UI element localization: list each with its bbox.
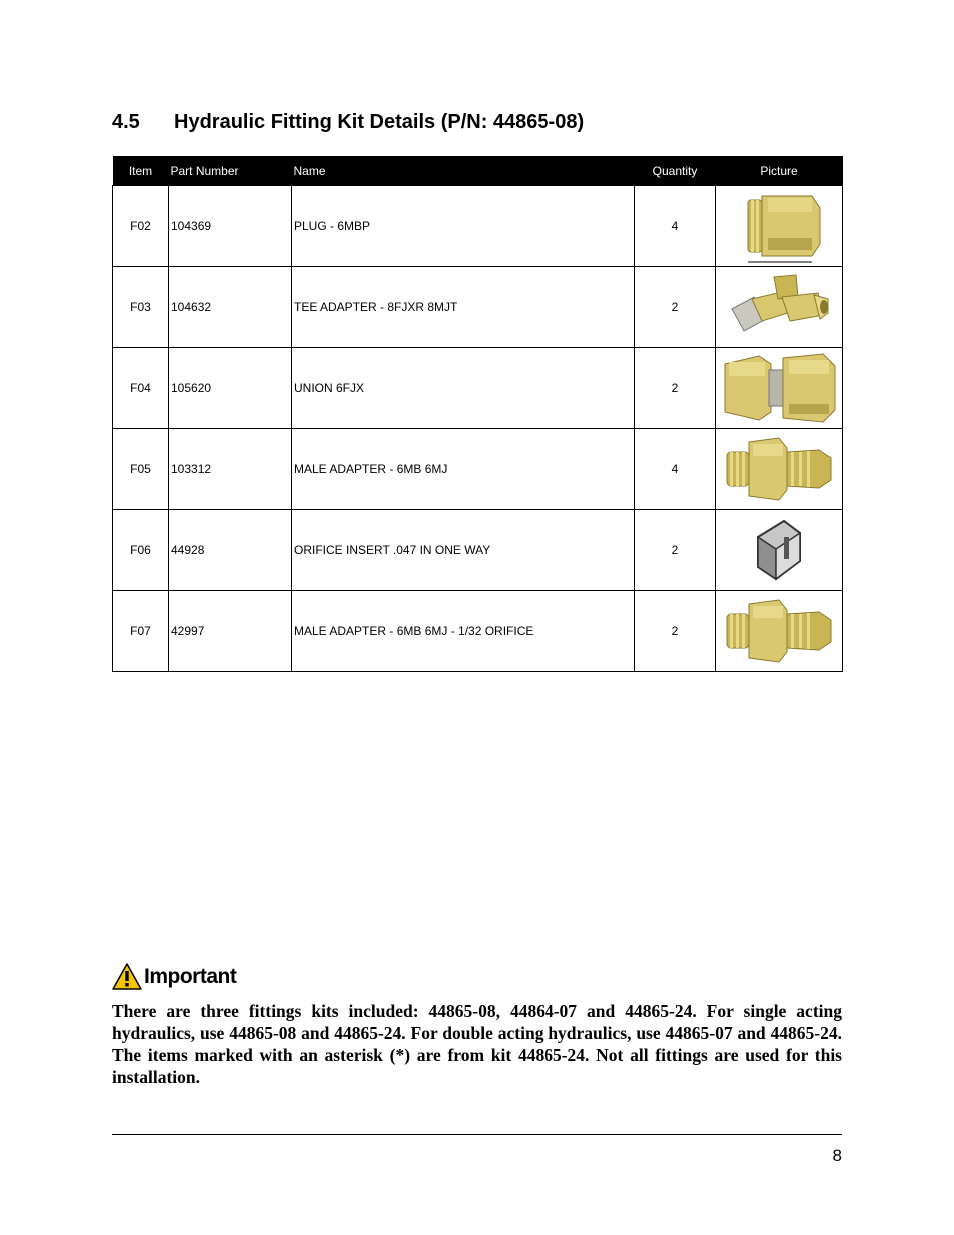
cell-name: ORIFICE INSERT .047 IN ONE WAY <box>292 510 635 591</box>
male-adapter-icon <box>721 434 837 504</box>
cell-part-number: 103312 <box>169 429 292 510</box>
cell-item: F04 <box>113 348 169 429</box>
cell-name: MALE ADAPTER - 6MB 6MJ - 1/32 ORIFICE <box>292 591 635 672</box>
cell-name: UNION 6FJX <box>292 348 635 429</box>
cell-picture <box>716 267 843 348</box>
plug-fitting-icon <box>734 188 824 264</box>
union-fitting-icon <box>719 350 839 426</box>
table-row <box>113 267 843 348</box>
cell-item: F03 <box>113 267 169 348</box>
cell-part-number: 42997 <box>169 591 292 672</box>
cell-part-number: 105620 <box>169 348 292 429</box>
header-quantity: Quantity <box>635 156 716 186</box>
cell-picture <box>716 186 843 267</box>
tee-adapter-icon <box>724 269 834 345</box>
cell-quantity: 4 <box>635 429 716 510</box>
important-notice <box>112 963 842 1088</box>
cell-item: F02 <box>113 186 169 267</box>
cell-quantity: 2 <box>635 267 716 348</box>
table-header-row <box>113 156 843 186</box>
cell-picture <box>716 591 843 672</box>
cell-item: F07 <box>113 591 169 672</box>
table-row <box>113 510 843 591</box>
orifice-insert-icon <box>744 515 814 585</box>
warning-icon <box>112 963 142 990</box>
page-number: 8 <box>832 1146 842 1165</box>
table-row <box>113 186 843 267</box>
cell-quantity: 2 <box>635 348 716 429</box>
important-text: There are three fittings kits included: 44865-08, 44864-07 and 44865-24. For single acting hydraulics, use 44865-08 and 44865-24. For double acting hydraulics, use 44865-07 and 44865-24. The items marked with an asterisk (*) are from kit 44865-24. Not all fittings are used for this installation. <box>112 1001 842 1087</box>
cell-name: PLUG - 6MBP <box>292 186 635 267</box>
cell-item: F05 <box>113 429 169 510</box>
cell-part-number: 104369 <box>169 186 292 267</box>
important-title: Important <box>144 964 237 988</box>
cell-picture <box>716 429 843 510</box>
male-adapter-icon <box>721 596 837 666</box>
cell-quantity: 2 <box>635 510 716 591</box>
section-number: 4.5 <box>112 111 140 133</box>
cell-name: MALE ADAPTER - 6MB 6MJ <box>292 429 635 510</box>
cell-quantity: 2 <box>635 591 716 672</box>
footer-divider <box>112 1134 842 1135</box>
header-picture: Picture <box>716 156 843 186</box>
table-row <box>113 348 843 429</box>
important-heading <box>112 963 842 990</box>
cell-picture <box>716 348 843 429</box>
table-row <box>113 429 843 510</box>
cell-name: TEE ADAPTER - 8FJXR 8MJT <box>292 267 635 348</box>
cell-item: F06 <box>113 510 169 591</box>
cell-part-number: 44928 <box>169 510 292 591</box>
cell-picture <box>716 510 843 591</box>
header-part-number: Part Number <box>169 156 292 186</box>
section-title: Hydraulic Fitting Kit Details (P/N: 44865-08) <box>174 111 585 133</box>
parts-table <box>112 156 843 672</box>
cell-part-number: 104632 <box>169 267 292 348</box>
header-name: Name <box>292 156 635 186</box>
section-heading <box>112 111 584 134</box>
table-row <box>113 591 843 672</box>
header-item: Item <box>113 156 169 186</box>
cell-quantity: 4 <box>635 186 716 267</box>
